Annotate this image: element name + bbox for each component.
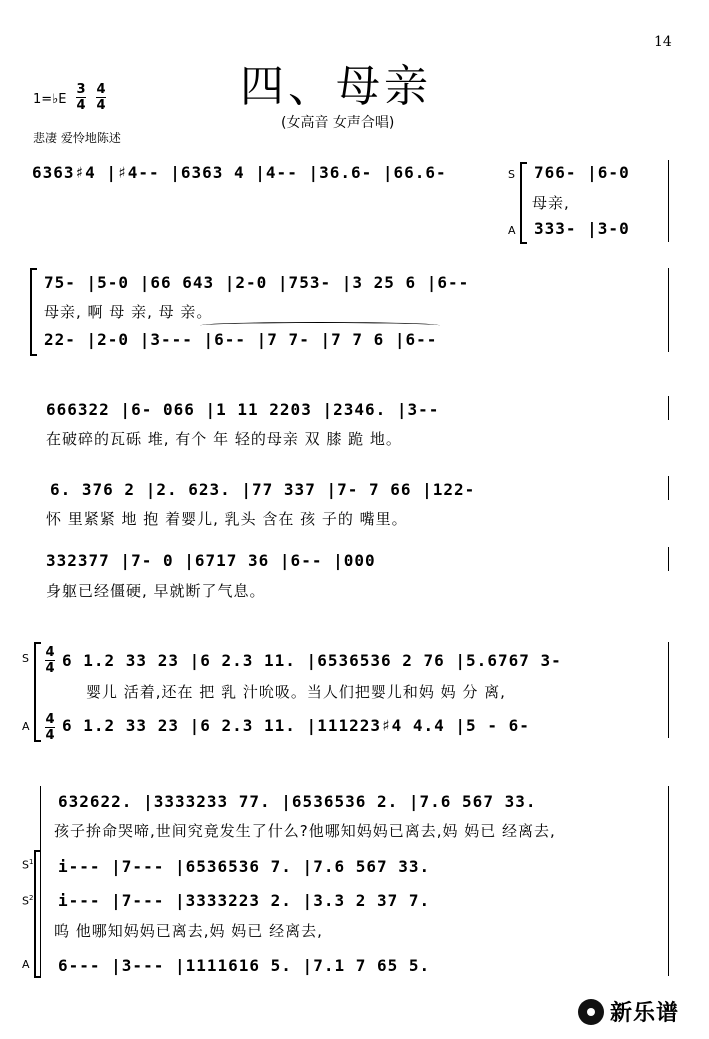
time-sig-bottom: 4	[45, 728, 55, 743]
system4-end-barline	[668, 476, 669, 500]
system7-solo-lyric: 孩子拚命哭啼,世间究竟发生了什么?他哪知妈妈已离去,妈 妈已 经离去,	[54, 822, 556, 840]
time-sig-top: 3	[76, 82, 86, 97]
system7-solo-notes: 632622. |3333233 77. |6536536 2. |7.6 567 33.	[58, 792, 537, 811]
system2-brace	[30, 268, 37, 356]
system2-end-barline	[668, 268, 669, 352]
time-sig-bottom: 4	[76, 98, 86, 113]
time-sig-top: 4	[96, 82, 106, 97]
system2-tie	[200, 322, 440, 329]
system1-notes: 6363♯4 |♯4-- |6363 4 |4-- |36.6- |66.6-	[32, 163, 447, 182]
system6-soprano-label: S	[22, 652, 29, 665]
song-subtitle: (女高音 女声合唱)	[281, 115, 395, 131]
system5-notes: 332377 |7- 0 |6717 36 |6-- |000	[46, 551, 376, 570]
system3-notes: 666322 |6- 066 |1 11 2203 |2346. |3--	[46, 400, 440, 419]
system2-lyric: 母亲, 啊 母 亲, 母 亲。	[44, 303, 213, 321]
system7-s1-notes: i--- |7--- |6536536 7. |7.6 567 33.	[58, 857, 431, 876]
system7-alto-label: A	[22, 958, 30, 971]
system6-alto-notes: 6 1.2 33 23 |6 2.3 11. |111223♯4 4.4 |5 - 6-	[62, 716, 530, 735]
time-sig-bottom: 4	[45, 661, 55, 676]
system2-upper-notes: 75- |5-0 |66 643 |2-0 |753- |3 25 6 |6--	[44, 273, 470, 292]
system4-notes: 6. 376 2 |2. 623. |77 337 |7- 7 66 |122-	[50, 480, 476, 499]
system6-lyric: 婴儿 活着,还在 把 乳 汁吮吸。当人们把婴儿和妈 妈 分 离,	[86, 683, 506, 701]
system7-end-barline	[668, 786, 669, 976]
system6-soprano-notes: 6 1.2 33 23 |6 2.3 11. |6536536 2 76 |5.6767 3-	[62, 651, 562, 670]
system1-alto-label: A	[508, 224, 516, 237]
page-number: 14	[654, 34, 672, 50]
time-sig-top: 4	[45, 645, 55, 660]
system6-soprano-time-signature	[44, 645, 56, 676]
time-signature-b	[95, 82, 107, 113]
key-signature: 1=♭E	[33, 92, 67, 107]
system4-lyric: 怀 里紧紧 地 抱 着婴儿, 乳头 含在 孩 子的 嘴里。	[46, 510, 408, 528]
time-sig-top: 4	[45, 712, 55, 727]
system5-lyric: 身躯已经僵硬, 早就断了气息。	[46, 582, 266, 600]
site-logo[interactable]	[578, 996, 679, 1027]
system7-brace	[34, 850, 41, 978]
system1-soprano-label: S	[508, 168, 515, 181]
system5-end-barline	[668, 547, 669, 571]
system3-end-barline	[668, 396, 669, 420]
song-title: 四、母亲	[240, 61, 432, 112]
system6-end-barline	[668, 642, 669, 738]
system1-brace	[520, 162, 527, 244]
system2-lower-notes: 22- |2-0 |3--- |6-- |7 7- |7 7 6 |6--	[44, 330, 438, 349]
system1-end-barline	[668, 160, 669, 242]
system7-alto-notes: 6--- |3--- |1111616 5. |7.1 7 65 5.	[58, 956, 431, 975]
time-signature-a	[75, 82, 87, 113]
system7-s2-notes: i--- |7--- |3333223 2. |3.3 2 37 7.	[58, 891, 431, 910]
system1-alto-notes: 333- |3-0	[534, 219, 630, 238]
system7-s1-label: $S^1$	[22, 858, 34, 872]
system6-alto-label: A	[22, 720, 30, 733]
site-logo-text: 新乐谱	[610, 1001, 680, 1026]
expression-marking: 悲凄 爱怜地陈述	[33, 131, 121, 145]
system1-soprano-lyric: 母亲,	[532, 194, 570, 212]
system6-alto-time-signature	[44, 712, 56, 743]
time-sig-bottom: 4	[96, 98, 106, 113]
vinyl-record-icon	[578, 999, 604, 1025]
system3-lyric: 在破碎的瓦砾 堆, 有个 年 轻的母亲 双 膝 跪 地。	[46, 430, 402, 448]
system7-s2-label: $S^2$	[22, 894, 34, 908]
system1-soprano-notes: 766- |6-0	[534, 163, 630, 182]
system6-brace	[34, 642, 41, 742]
system7-choir-lyric: 呜 他哪知妈妈已离去,妈 妈已 经离去,	[54, 922, 323, 940]
